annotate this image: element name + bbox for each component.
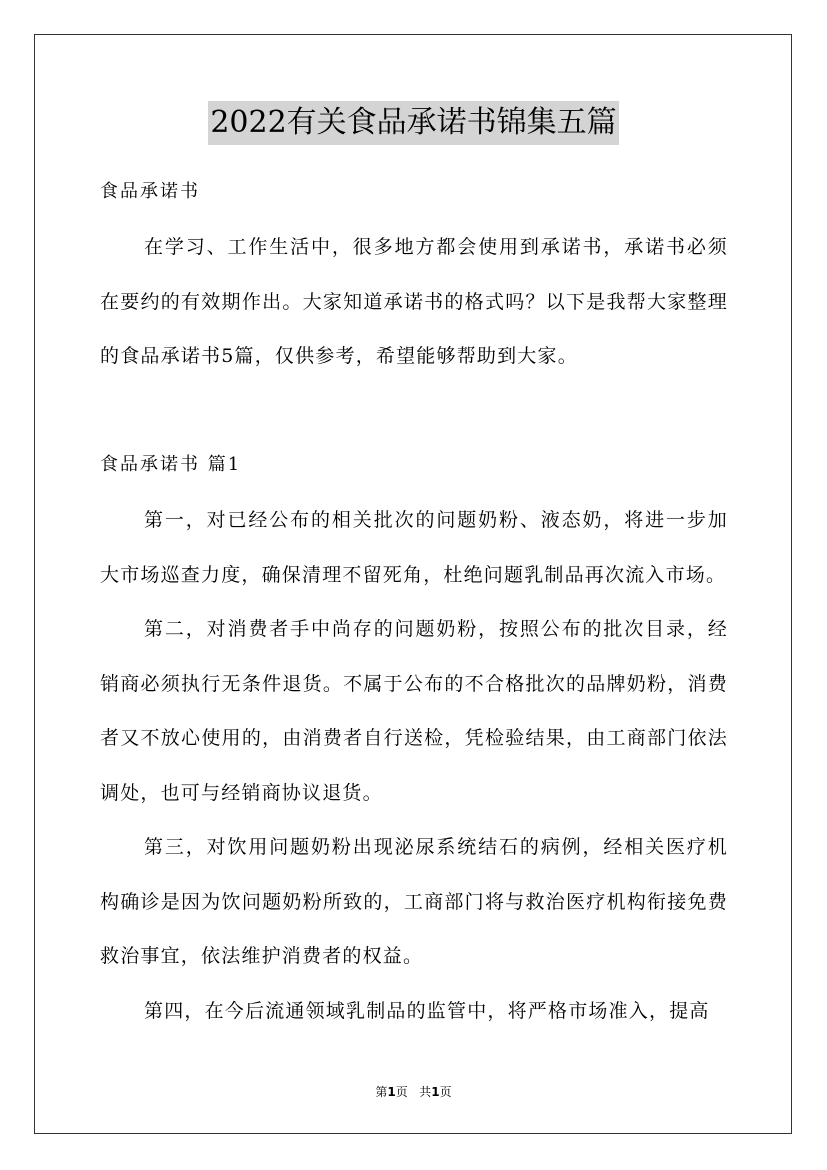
footer-total-suffix: 页 bbox=[439, 1085, 452, 1099]
page-footer bbox=[0, 1084, 827, 1100]
document-title: 2022有关食品承诺书锦集五篇 bbox=[208, 101, 618, 145]
intro-paragraph: 在学习、工作生活中，很多地方都会使用到承诺书，承诺书必须在要约的有效期作出。大家知道承诺书的格式吗？以下是我帮大家整理的食品承诺书5篇，仅供参考，希望能够帮助到大家。 bbox=[100, 236, 728, 367]
title-container bbox=[0, 101, 827, 145]
body-paragraph-1: 第一，对已经公布的相关批次的问题奶粉、液态奶，将进一步加大市场巡查力度，确保清理不留死角，杜绝问题乳制品再次流入市场。 bbox=[100, 509, 728, 586]
footer-total-prefix: 共 bbox=[419, 1085, 432, 1099]
body-paragraph-4: 第四，在今后流通领域乳制品的监管中，将严格市场准入，提高 bbox=[144, 1000, 710, 1022]
footer-page-prefix: 第 bbox=[375, 1085, 388, 1099]
footer-page-number: 1 bbox=[387, 1085, 396, 1099]
section-heading-part-1: 食品承诺书 篇1 bbox=[100, 454, 242, 475]
section-heading-intro: 食品承诺书 bbox=[100, 181, 200, 202]
body-paragraph-3: 第三，对饮用问题奶粉出现泌尿系统结石的病例，经相关医疗机构确诊是因为饮问题奶粉所致的，工商部门将与救治医疗机构衔接免费救治事宜，依法维护消费者的权益。 bbox=[100, 836, 728, 967]
footer-total-number: 1 bbox=[431, 1085, 440, 1099]
footer-page-suffix: 页 bbox=[395, 1085, 408, 1099]
body-paragraph-2: 第二，对消费者手中尚存的问题奶粉，按照公布的批次目录，经销商必须执行无条件退货。不属于公布的不合格批次的品牌奶粉，消费者又不放心使用的，由消费者自行送检，凭检验结果，由工商部门依法调处，也可与经销商协议退货。 bbox=[100, 618, 728, 804]
